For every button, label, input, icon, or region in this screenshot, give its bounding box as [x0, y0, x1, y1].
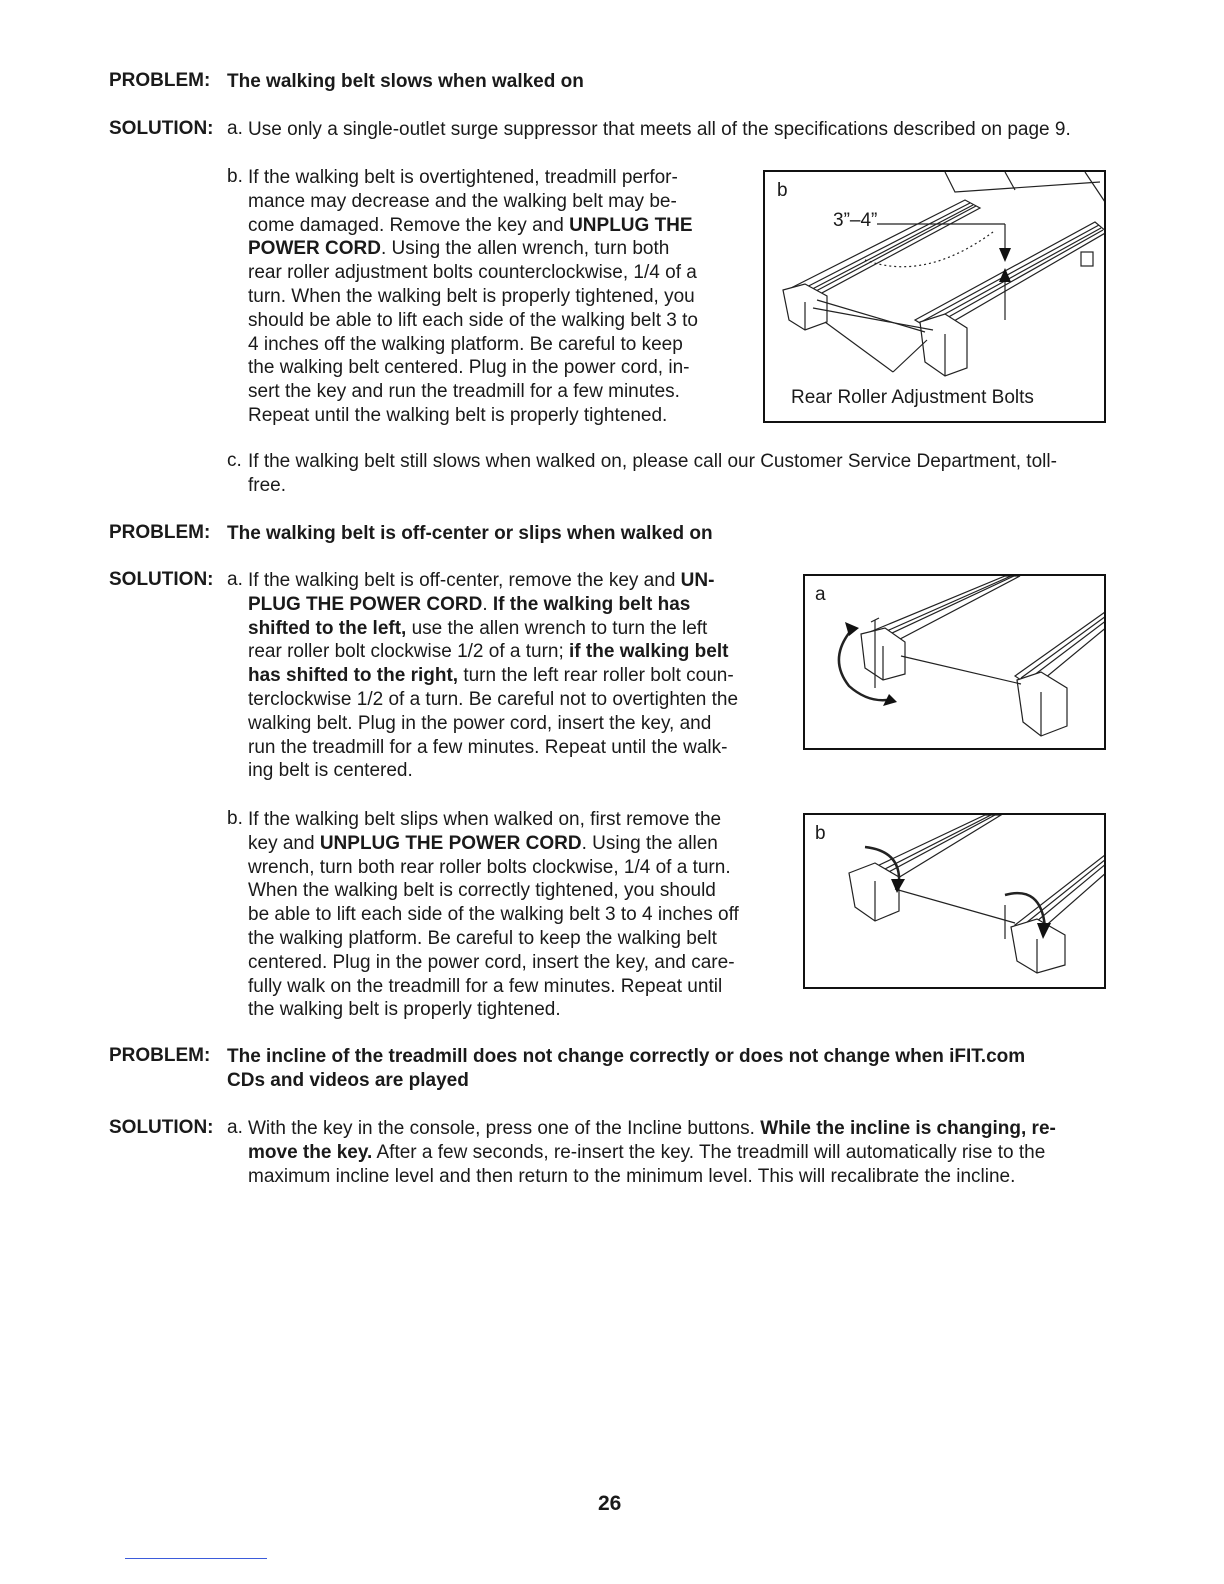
- item-marker: a.: [227, 118, 243, 139]
- item-marker: b.: [227, 166, 243, 187]
- solution-label: SOLUTION:: [109, 118, 214, 139]
- figure-off-center-adjust: [803, 574, 1106, 750]
- item-marker: b.: [227, 808, 243, 829]
- figure-slip-adjust: [803, 813, 1106, 989]
- treadmill-belt-illustration: [765, 172, 1106, 423]
- solution-label: SOLUTION:: [109, 1117, 214, 1138]
- item-marker: a.: [227, 569, 243, 590]
- solution-text: If the walking belt is overtightened, treadmill perfor- mance may decrease and the walking belt may be- come damaged. Remove the key and UNPLUG THE POWER CORD. Using the allen wrench, turn both rear roller adjustment bolts counterclockwise, 1/4 of a turn. When the walking belt is properly tightened, you should be able to lift each side of the walking belt 3 to 4 inches off the walking platform. Be careful to keep the walking belt centered. Plug in the power cord, in- sert the key and run the treadmill for a few minutes. Repeat until the walking belt is properly tightened.: [248, 167, 698, 426]
- item-marker: a.: [227, 1117, 243, 1138]
- figure-letter: b: [815, 823, 826, 844]
- problem-heading: The incline of the treadmill does not change correctly or does not change when iFIT.com CDs and videos are played: [227, 1046, 1026, 1091]
- problem-label: PROBLEM:: [109, 70, 211, 91]
- figure-caption: Rear Roller Adjustment Bolts: [791, 387, 1034, 408]
- figure-rear-roller-bolts: [763, 170, 1106, 423]
- roller-bolt-illustration: [805, 576, 1106, 750]
- solution-text: If the walking belt is off-center, remove the key and UN- PLUG THE POWER CORD. If the walking belt has shifted to the left, use the allen wrench to turn the left rear roller bolt clockwise 1/2 of a turn; if the walking belt has shifted to the right, turn the left rear roller bolt coun- terclockwise 1/2 of a turn. Be careful not to overtighten the walking belt. Plug in the power cord, insert the key, and run the treadmill for a few minutes. Repeat until the walk- ing belt is centered.: [248, 570, 739, 782]
- solution-text: With the key in the console, press one of the Incline buttons. While the incline is changing, re- move the key. After a few seconds, re-insert the key. The treadmill will automatically rise to the maximum incline level and then return to the minimum level. This will recalibrate the incline.: [248, 1118, 1056, 1187]
- solution-text: If the walking belt slips when walked on, first remove the key and UNPLUG THE POWER CORD. Using the allen wrench, turn both rear roller bolts clockwise, 1/4 of a turn. When the walking belt is correctly tightened, you should be able to lift each side of the walking belt 3 to 4 inches off the walking platform. Be careful to keep the walking belt centered. Plug in the power cord, insert the key, and care- fully walk on the treadmill for a few minutes. Repeat until the walking belt is properly tightened.: [248, 809, 739, 1021]
- item-marker: c.: [227, 450, 242, 471]
- solution-text: Use only a single-outlet surge suppressor that meets all of the specifications described on page 9.: [248, 119, 1071, 140]
- problem-label: PROBLEM:: [109, 1045, 211, 1066]
- roller-bolt-illustration: [805, 815, 1106, 989]
- page-number: 26: [598, 1492, 622, 1515]
- footer-rule: [125, 1558, 267, 1559]
- problem-heading: The walking belt is off-center or slips when walked on: [227, 523, 713, 544]
- solution-text: If the walking belt still slows when walked on, please call our Customer Service Department, toll- free.: [248, 451, 1057, 496]
- solution-label: SOLUTION:: [109, 569, 214, 590]
- measurement-label: 3”–4”: [833, 210, 878, 231]
- figure-letter: a: [815, 584, 826, 605]
- problem-heading: The walking belt slows when walked on: [227, 71, 584, 92]
- figure-letter: b: [777, 180, 788, 201]
- problem-label: PROBLEM:: [109, 522, 211, 543]
